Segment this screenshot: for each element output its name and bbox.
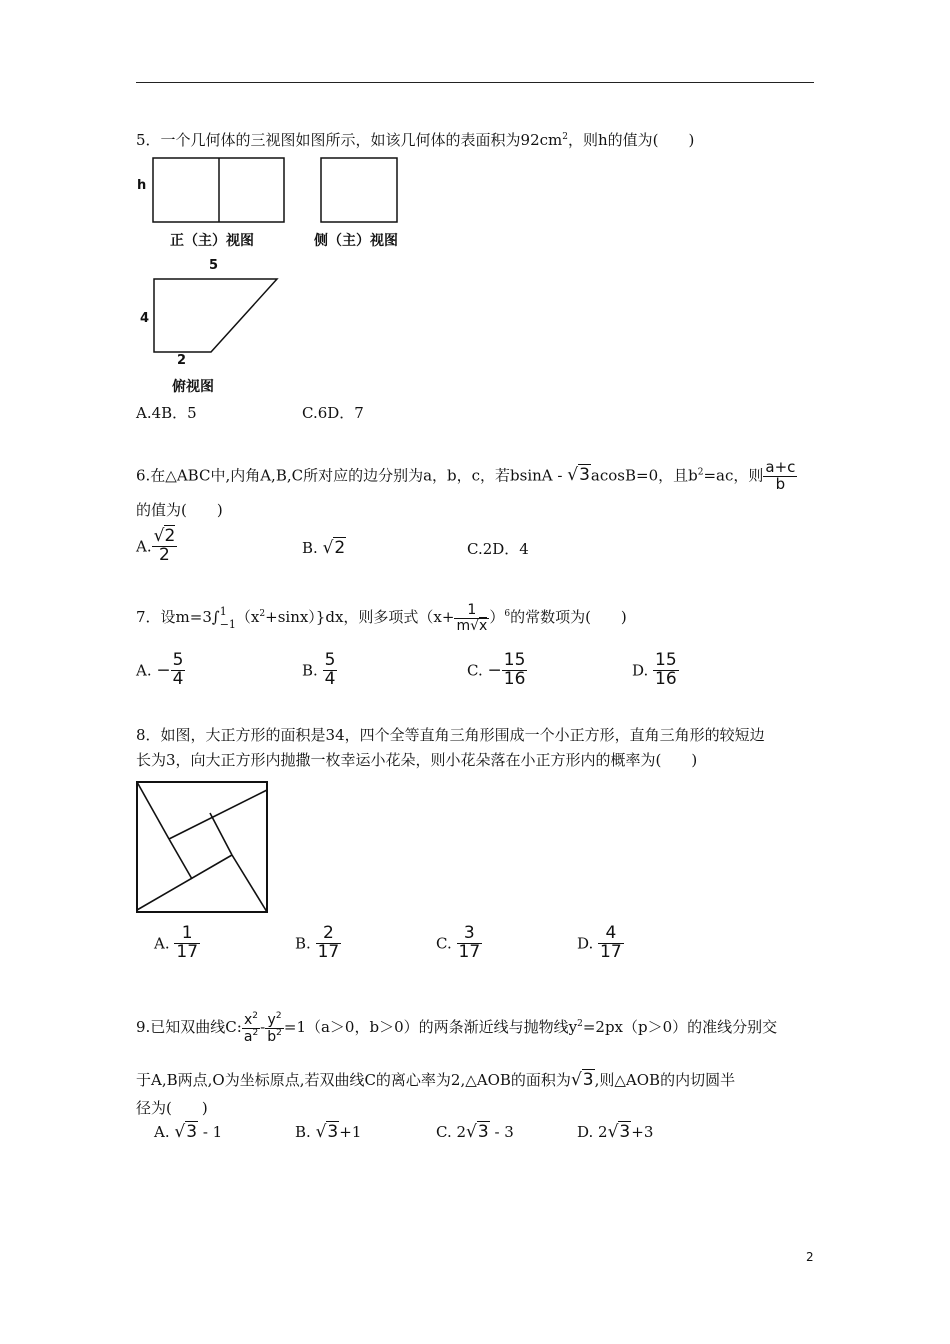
- front-view-label: 正（主）视图: [170, 233, 254, 249]
- small-square-edge-1: [210, 813, 232, 855]
- q7-option-c: C. − $\frac{15}{16}$: [467, 650, 526, 689]
- small-square-edge-2: [169, 839, 192, 879]
- q9-stem-line3: 径为( ): [136, 1099, 208, 1117]
- dim-left-label: 4: [140, 311, 150, 326]
- q9-stem-line2: 于A,B两点,O为坐标原点,若双曲线C的离心率为2,△AOB的面积为√3,则△AOB的内切圆半: [136, 1070, 736, 1090]
- triangle-edge-1: [137, 782, 169, 839]
- q8-option-a: A. $\frac{1}{17}$: [154, 923, 199, 962]
- dim-h-label: h: [137, 178, 147, 193]
- q5-option-cd: C.6D．7: [302, 404, 364, 422]
- top-view-trapezoid: [154, 279, 277, 352]
- q6-option-b: B. √2: [302, 538, 346, 558]
- q9-option-b: B. √3+1: [295, 1122, 362, 1142]
- q8-stem-line1: 8．如图，大正方形的面积是34，四个全等直角三角形围成一个小正方形，直角三角形的较短边: [136, 726, 765, 744]
- frac-y2-over-b2: $\frac{y^2}{b^2}$: [267, 1011, 282, 1045]
- sqrt-3: √3: [567, 465, 590, 486]
- q8-option-d: D. $\frac{4}{17}$: [577, 923, 622, 962]
- q8-square-figure: [135, 780, 271, 916]
- q8-option-b: B. $\frac{2}{17}$: [295, 923, 340, 962]
- q8-stem-line2: 长为3，向大正方形内抛撒一枚幸运小花朵，则小花朵落在小正方形内的概率为( ): [136, 751, 698, 769]
- side-view-rect: [321, 158, 397, 222]
- q6-option-a: A. $\frac{√2}{2}$: [136, 526, 176, 565]
- frac-x2-over-a2: $\frac{x^2}{a^2}$: [243, 1011, 259, 1045]
- big-square: [137, 782, 267, 912]
- q9-option-c: C. 2√3 - 3: [436, 1122, 514, 1142]
- q9-option-a: A. √3 - 1: [154, 1122, 223, 1142]
- page-number: 2: [806, 1250, 814, 1264]
- q7-option-b: B. $\frac{5}{4}$: [302, 650, 336, 689]
- triangle-edge-2: [169, 790, 267, 839]
- q5-three-views-figure: [130, 150, 430, 400]
- q6-option-cd: C.2D．4: [467, 540, 529, 558]
- q9-stem-line1: 9.已知双曲线C: $\frac{x^2}{a^2}$ - $\frac{y^2}{b^2}$ =1（a＞0，b＞0）的两条渐近线与抛物线$y^2=2px(p>0)$的准线分别交: [136, 1011, 778, 1045]
- q7-option-a: A. − $\frac{5}{4}$: [136, 650, 184, 689]
- frac-1-over-m-sqrt-x: $\frac{1}{m√x}$: [456, 602, 488, 634]
- dim-bottom-label: 2: [177, 353, 187, 368]
- q5-option-ab: A.4B．5: [136, 404, 197, 422]
- q6-stem-line2: 的值为( ): [136, 501, 223, 519]
- q6-stem-line1: 6.在△ABC中,内角A,B,C所对应的边分别为a，b，c，若bsinA - √3acosB=0，且$b^2=ac$，则 $\frac{a+c}{b}$: [136, 458, 796, 493]
- q7-option-d: D. $\frac{15}{16}$: [632, 650, 677, 689]
- side-view-label: 侧（主）视图: [314, 233, 398, 249]
- q5-stem: 5．一个几何体的三视图如图所示，如该几何体的表面积为$92cm^2$，则h的值为( ): [136, 131, 695, 149]
- triangle-edge-4: [137, 855, 232, 910]
- triangle-edge-3: [232, 855, 267, 912]
- top-view-label: 俯视图: [172, 379, 214, 395]
- q8-option-c: C. $\frac{3}{17}$: [436, 923, 481, 962]
- q7-stem: 7．设m=3∫ 1 −1 $(x^2+\sin x)\}dx$，则多项式（x+ $\frac{1}{m√x}$ ）$^6$的常数项为( ): [136, 602, 627, 634]
- frac-sqrt2-over-2: $\frac{√2}{2}$: [153, 526, 176, 565]
- q9-option-d: D. 2√3+3: [577, 1122, 654, 1142]
- dim-top-label: 5: [209, 258, 219, 273]
- frac-a-plus-c-over-b: $\frac{a+c}{b}$: [765, 458, 796, 493]
- header-rule: [136, 82, 814, 83]
